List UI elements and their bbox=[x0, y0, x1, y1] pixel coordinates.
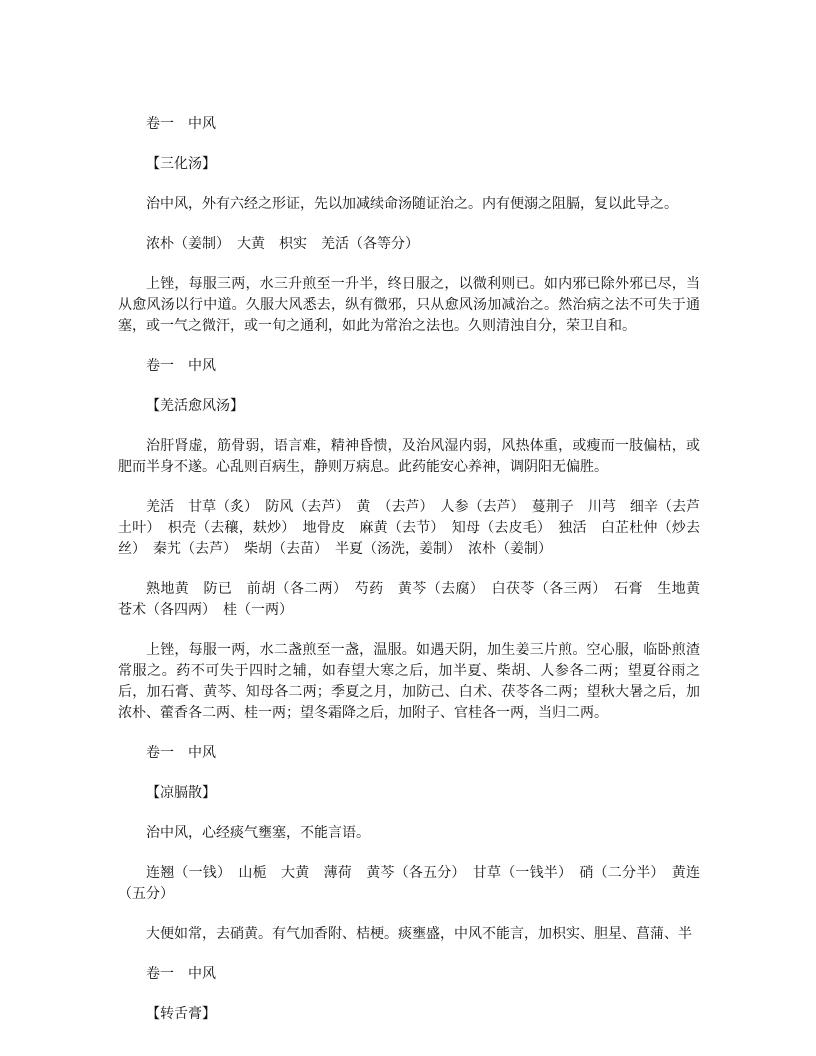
preparation-paragraph: 大便如常，去硝黄。有气加香附、桔梗。痰壅盛，中风不能言，加枳实、胆星、菖蒲、半 bbox=[146, 926, 692, 942]
chapter-heading: 卷一 中风 bbox=[146, 745, 216, 761]
indication-paragraph: 治中风，外有六经之形证，先以加减续命汤随证治之。内有便溺之阻膈，复以此导之。 bbox=[146, 196, 678, 212]
ingredients-paragraph: 羌活 甘草（炙） 防风（去芦） 黄 （去芦） 人参（去芦） 蔓荆子 川芎 细辛（去芦土叶） 枳壳（去穰，麸炒） 地骨皮 麻黄（去节） 知母（去皮毛） 独活 白芷杜仲（炒去丝） 秦艽（去芦） 柴胡（去苗） 半夏（汤洗，姜制） 浓朴（姜制） bbox=[118, 499, 700, 557]
formula-title: 【转舌膏】 bbox=[146, 1006, 216, 1022]
formula-title: 【羌活愈风汤】 bbox=[146, 398, 244, 414]
ingredients-paragraph: 熟地黄 防已 前胡（各二两） 芍药 黄芩（去腐） 白茯苓（各三两） 石膏 生地黄 苍术（各四两） 桂（一两） bbox=[118, 581, 714, 618]
preparation-paragraph: 上锉，每服三两，水三升煎至一升半，终日服之，以微利则已。如内邪已除外邪已尽，当从愈风汤以行中道。久服大风悉去，纵有微邪，只从愈风汤加减治之。然治病之法不可失于通塞，或一气之微汗，或一旬之通利，如此为常治之法也。久则清浊自分，荣卫自和。 bbox=[118, 276, 700, 334]
chapter-heading: 卷一 中风 bbox=[146, 966, 216, 982]
ingredients-paragraph: 浓朴（姜制） 大黄 枳实 羌活（各等分） bbox=[146, 236, 419, 252]
document-page bbox=[118, 114, 714, 1044]
indication-paragraph: 治肝肾虚，筋骨弱，语言难，精神昏愦，及治风湿内弱，风热体重，或瘦而一肢偏枯，或肥而半身不遂。心乱则百病生，静则万病息。此药能安心养神，调阴阳无偏胜。 bbox=[118, 438, 700, 475]
formula-title: 【凉膈散】 bbox=[146, 785, 216, 801]
chapter-heading: 卷一 中风 bbox=[146, 358, 216, 374]
chapter-heading: 卷一 中风 bbox=[146, 116, 216, 132]
ingredients-paragraph: 连翘（一钱） 山栀 大黄 薄荷 黄芩（各五分） 甘草（一钱半） 硝（二分半） 黄连（五分） bbox=[118, 865, 700, 902]
formula-title: 【三化汤】 bbox=[146, 156, 216, 172]
indication-paragraph: 治中风，心经痰气壅塞，不能言语。 bbox=[146, 825, 370, 841]
preparation-paragraph: 上锉，每服一两，水二盏煎至一盏，温服。如遇天阴，加生姜三片煎。空心服，临卧煎渣常服之。药不可失于四时之辅，如春望大寒之后，加半夏、柴胡、人参各二两；望夏谷雨之后，加石膏、黄芩、知母各二两；季夏之月，加防己、白术、茯苓各二两；望秋大暑之后，加浓朴、藿香各二两、桂一两；望冬霜降之后，加附子、官桂各一两，当归二两。 bbox=[118, 642, 700, 721]
